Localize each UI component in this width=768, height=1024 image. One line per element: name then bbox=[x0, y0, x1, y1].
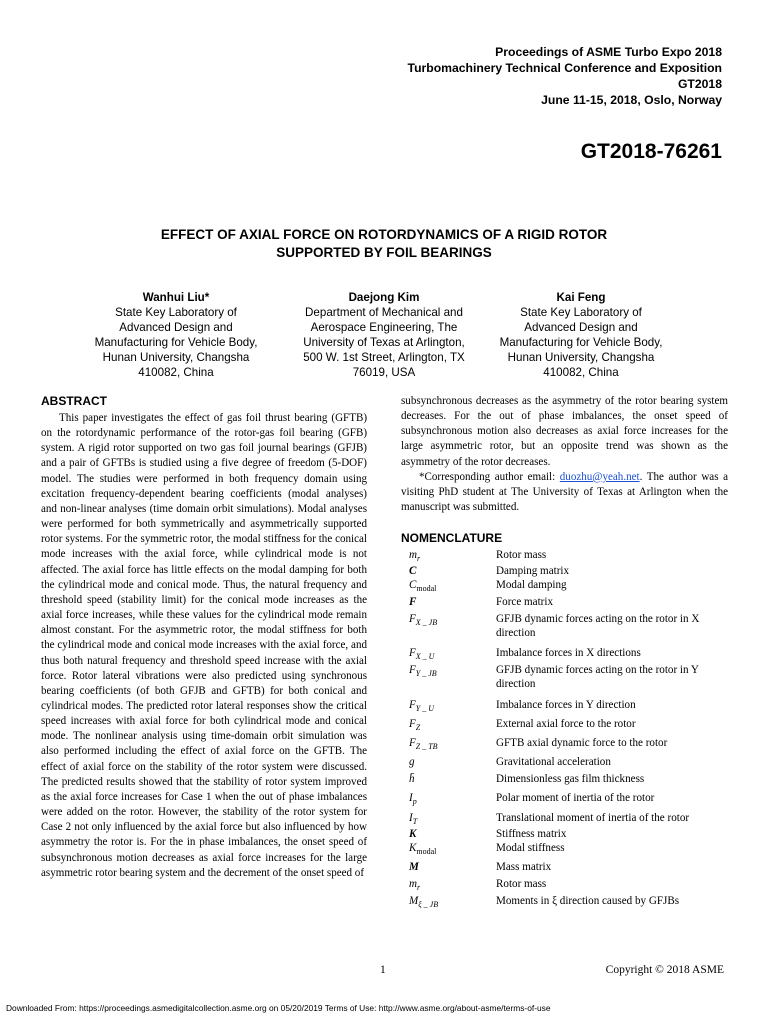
conference-line: June 11-15, 2018, Oslo, Norway bbox=[541, 93, 722, 107]
nomenclature-description: GFJB dynamic forces acting on the rotor in Y direction bbox=[496, 664, 699, 691]
nomenclature-section bbox=[401, 531, 728, 908]
nomenclature-row bbox=[401, 791, 728, 805]
abstract-text: This paper investigates the effect of gas foil thrust bearing (GFTB) on the rotordynamic performance of the rotor-gas foil bearing (GFB) system. A rigid rotor supported on two gas foil journal bearings (GFJB) and a pair of GFTBs is studied using a five degree of freedom (5-DOF) model. The studies were performed in both frequency domain using excitation frequency-dependent bearing coefficients (modal analyses) and non-linear analyses (time domain orbit simulations). Modal analyses were performed for both symmetrically and asymmetrically supported rotor systems. For the symmetric rotor, the modal stiffness for the conical mode increases with the axial force, while cylindrical mode is not affected. The axial force has little effects on the modal damping for both the cylindrical mode and conical mode. Thus, the natural frequency and threshold speed (stability limit) for the conical mode increases as the axial force increases, while these values for the cylindrical mode remain almost constant. For the asymmetric rotor, the modal stiffness for both the cylindrical mode and conical mode increases with the axial force, and thus both natural frequency and threshold speed increase with the axial force. Rotor lateral vibrations were also predicted using synchronous bearing coefficients (of both GFJB and GFTB) for both conical and cylindrical modes. The predicted rotor lateral responses show the critical speed increases with axial force for both cylindrical mode and conical mode. The nonlinear analysis using time-domain orbit simulation was also performed including the effect of axial force on the GFTB. The effect of axial force on the stability of the rotor system were discussed. The predicted results showed that the stability of rotor system improved as the axial force increases for Case 1 when the out of phase imbalances were added on the rotor. However, the stability of the rotor system for Case 2 not only influenced by the axial force but also influenced by how asymmetry the rotor is. For the in phase imbalances, the onset speed of subsynchronous motion decreases as axial force increases for the large asymmetric rotor bearing system and the decrement of the onset speed of bbox=[41, 412, 367, 879]
nomenclature-symbol bbox=[409, 578, 436, 596]
nomenclature-heading: NOMENCLATURE bbox=[401, 531, 503, 546]
nomenclature-row bbox=[401, 736, 728, 750]
nomenclature-row bbox=[401, 595, 728, 609]
nomenclature-symbol bbox=[409, 827, 416, 841]
nomenclature-description: Imbalance forces in Y direction bbox=[496, 699, 636, 712]
nomenclature-row bbox=[401, 894, 728, 908]
symbol-subscript: modal bbox=[416, 584, 437, 594]
symbol-base: F bbox=[409, 737, 416, 750]
title-line: SUPPORTED BY FOIL BEARINGS bbox=[276, 245, 492, 260]
symbol-base: I bbox=[409, 792, 413, 805]
nomenclature-row bbox=[401, 578, 728, 592]
symbol-base: C bbox=[409, 579, 417, 592]
symbol-base: K bbox=[409, 842, 417, 855]
symbol-base: h̄ bbox=[409, 773, 415, 786]
nomenclature-description: Force matrix bbox=[496, 596, 553, 609]
symbol-base: F bbox=[409, 699, 416, 712]
affiliation-line: State Key Laboratory of bbox=[520, 306, 642, 319]
nomenclature-row bbox=[401, 663, 728, 691]
right-column bbox=[401, 394, 728, 908]
left-column bbox=[41, 394, 367, 881]
affiliation-line: Aerospace Engineering, The bbox=[310, 321, 458, 334]
correspondence-note bbox=[401, 470, 728, 515]
affiliation-line: Advanced Design and bbox=[524, 321, 638, 334]
symbol-subscript: X _ U bbox=[415, 652, 435, 662]
correspondence-prefix: *Corresponding author email: bbox=[419, 470, 560, 483]
affiliation-line: Hunan University, Changsha bbox=[102, 351, 250, 364]
nomenclature-description: Translational moment of inertia of the rotor bbox=[496, 812, 690, 825]
nomenclature-row bbox=[401, 772, 728, 786]
abstract-heading: ABSTRACT bbox=[41, 394, 107, 408]
affiliation-line: Manufacturing for Vehicle Body, bbox=[94, 336, 258, 349]
nomenclature-description: GFTB axial dynamic force to the rotor bbox=[496, 737, 668, 750]
nomenclature-row bbox=[401, 698, 728, 712]
affiliation-line: Advanced Design and bbox=[119, 321, 233, 334]
symbol-base: F bbox=[409, 664, 416, 677]
nomenclature-symbol bbox=[409, 894, 438, 912]
symbol-subscript: X _ JB bbox=[415, 618, 438, 628]
conference-header bbox=[408, 44, 722, 108]
nomenclature-description: Dimensionless gas film thickness bbox=[496, 773, 645, 786]
affiliation-line: State Key Laboratory of bbox=[115, 306, 237, 319]
nomenclature-description: Moments in ξ direction caused by GFJBs bbox=[496, 895, 680, 908]
symbol-base: M bbox=[409, 895, 419, 908]
nomenclature-description: Gravitational acceleration bbox=[496, 756, 611, 769]
symbol-base: g bbox=[409, 756, 415, 769]
nomenclature-row bbox=[401, 860, 728, 874]
symbol-subscript: T bbox=[412, 817, 418, 827]
affiliation-line: Hunan University, Changsha bbox=[507, 351, 655, 364]
nomenclature-symbol bbox=[409, 877, 420, 895]
symbol-base: F bbox=[409, 596, 417, 609]
symbol-base: m bbox=[409, 878, 418, 891]
symbol-subscript: ξ _ JB bbox=[418, 900, 439, 910]
nomenclature-description: Modal damping bbox=[496, 579, 567, 592]
nomenclature-symbol bbox=[409, 612, 437, 630]
nomenclature-row bbox=[401, 717, 728, 731]
author-block bbox=[489, 290, 673, 380]
conference-line: Proceedings of ASME Turbo Expo 2018 bbox=[495, 45, 722, 59]
nomenclature-symbol bbox=[409, 595, 416, 609]
symbol-subscript: Y _ U bbox=[415, 704, 435, 714]
nomenclature-symbol bbox=[409, 791, 417, 809]
nomenclature-symbol bbox=[409, 755, 415, 769]
nomenclature-description: Damping matrix bbox=[496, 565, 570, 578]
nomenclature-row bbox=[401, 841, 728, 855]
nomenclature-description: Rotor mass bbox=[496, 549, 547, 562]
author-email-link[interactable]: duozhu@yeah.net bbox=[559, 470, 640, 483]
author-block bbox=[292, 290, 476, 380]
symbol-subscript: modal bbox=[416, 847, 437, 857]
nomenclature-description: Stiffness matrix bbox=[496, 828, 567, 841]
conference-line: Turbomachinery Technical Conference and Exposition bbox=[407, 61, 722, 75]
conference-line: GT2018 bbox=[677, 77, 722, 91]
abstract-continuation: subsynchronous decreases as the asymmetry of the rotor bearing system decreases. For the out of phase imbalances, the onset speed of subsynchronous motion also decreases as axial force increases for the large asymmetric rotor, but an opposite trend was shown as the asymmetry of the rotor decreases. bbox=[401, 395, 728, 468]
nomenclature-symbol bbox=[409, 564, 416, 578]
nomenclature-symbol bbox=[409, 736, 438, 754]
nomenclature-symbol bbox=[409, 663, 437, 681]
symbol-subscript: Z _ TB bbox=[415, 742, 438, 752]
affiliation-line: University of Texas at Arlington, bbox=[303, 336, 465, 349]
page-number: 1 bbox=[380, 964, 386, 976]
paper-id: GT2018-76261 bbox=[580, 140, 722, 163]
affiliation-line: 76019, USA bbox=[352, 366, 416, 379]
copyright-notice: Copyright © 2018 ASME bbox=[605, 964, 724, 976]
nomenclature-list bbox=[401, 548, 728, 908]
correspondence-suffix: . The author was a visiting PhD student at The University of Texas at Arlington when the manuscript was submitted. bbox=[401, 470, 728, 514]
affiliation-line: 410082, China bbox=[138, 366, 214, 379]
nomenclature-row bbox=[401, 646, 728, 660]
author-name: Daejong Kim bbox=[348, 291, 420, 304]
affiliation-line: 500 W. 1st Street, Arlington, TX bbox=[303, 351, 465, 364]
nomenclature-row bbox=[401, 811, 728, 825]
symbol-base: C bbox=[409, 565, 417, 578]
nomenclature-description: Polar moment of inertia of the rotor bbox=[496, 792, 655, 805]
affiliation-line: 410082, China bbox=[543, 366, 619, 379]
symbol-subscript: p bbox=[412, 797, 417, 807]
symbol-base: F bbox=[409, 718, 416, 731]
symbol-base: m bbox=[409, 549, 418, 562]
affiliation-line: Department of Mechanical and bbox=[305, 306, 463, 319]
nomenclature-row bbox=[401, 612, 728, 640]
paper-title bbox=[0, 226, 768, 262]
symbol-subscript: r bbox=[417, 883, 421, 893]
symbol-base: F bbox=[409, 613, 416, 626]
author-name: Wanhui Liu* bbox=[142, 291, 210, 304]
title-line: EFFECT OF AXIAL FORCE ON ROTORDYNAMICS OF A RIGID ROTOR bbox=[160, 227, 608, 242]
nomenclature-symbol bbox=[409, 646, 434, 664]
symbol-base: F bbox=[409, 647, 416, 660]
affiliation-line: Manufacturing for Vehicle Body, bbox=[499, 336, 663, 349]
nomenclature-symbol bbox=[409, 772, 415, 786]
download-notice: Downloaded From: https://proceedings.asmedigitalcollection.asme.org on 05/20/2019 Terms of Use: http://www.asme.org/about-asme/terms-of-use bbox=[6, 1003, 551, 1013]
nomenclature-description: External axial force to the rotor bbox=[496, 718, 636, 731]
nomenclature-symbol bbox=[409, 717, 420, 735]
author-name: Kai Feng bbox=[556, 291, 606, 304]
symbol-subscript: Y _ JB bbox=[415, 669, 437, 679]
nomenclature-row bbox=[401, 548, 728, 562]
nomenclature-description: Modal stiffness bbox=[496, 842, 565, 855]
nomenclature-description: GFJB dynamic forces acting on the rotor in X direction bbox=[496, 613, 700, 640]
nomenclature-symbol bbox=[409, 841, 436, 859]
nomenclature-description: Rotor mass bbox=[496, 878, 547, 891]
nomenclature-description: Imbalance forces in X directions bbox=[496, 647, 641, 660]
nomenclature-symbol bbox=[409, 698, 434, 716]
author-block bbox=[84, 290, 268, 380]
symbol-base: I bbox=[409, 812, 413, 825]
symbol-base: M bbox=[409, 861, 419, 874]
nomenclature-row bbox=[401, 877, 728, 891]
nomenclature-row bbox=[401, 564, 728, 578]
symbol-subscript: Z bbox=[415, 723, 421, 733]
nomenclature-description: Mass matrix bbox=[496, 861, 552, 874]
nomenclature-row bbox=[401, 827, 728, 841]
nomenclature-symbol bbox=[409, 860, 419, 874]
symbol-base: K bbox=[409, 828, 417, 841]
symbol-subscript: r bbox=[417, 554, 421, 564]
nomenclature-row bbox=[401, 755, 728, 769]
